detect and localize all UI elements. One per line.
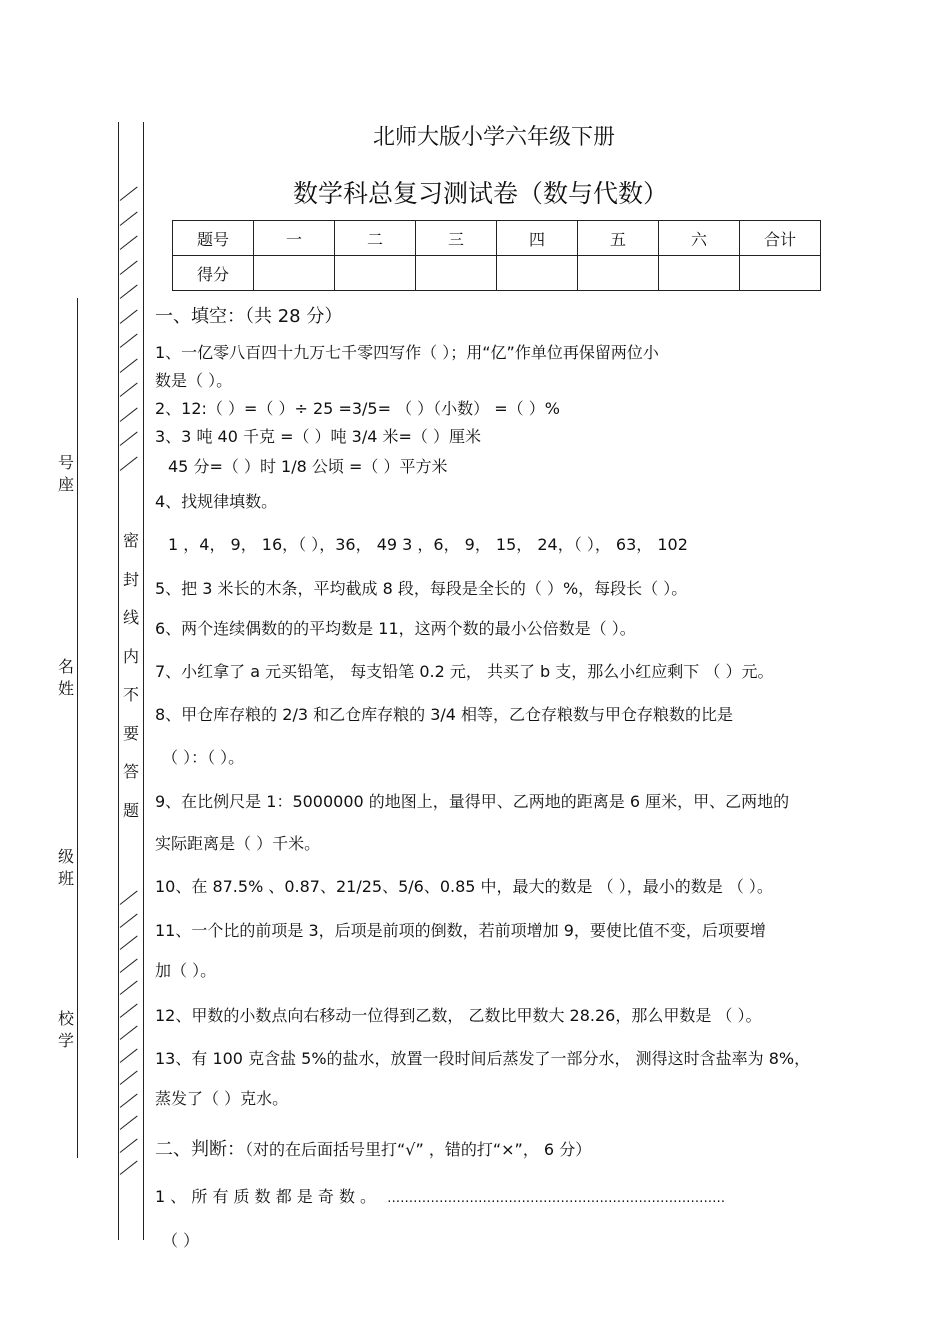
- margin-label-char: 姓: [57, 679, 74, 698]
- binding-slash: [120, 891, 138, 905]
- margin-label-char: 座: [57, 475, 74, 494]
- score-input-cell[interactable]: [659, 256, 740, 291]
- binding-slash: [120, 285, 138, 299]
- margin-label-char: 校: [57, 1009, 74, 1028]
- seal-char: 内: [122, 646, 139, 666]
- section2-heading-row: [155, 1135, 591, 1161]
- question-line: 9、在比例尺是 1：5000000 的地图上，量得甲、乙两地的距离是 6 厘米，甲、乙两地的: [155, 792, 790, 811]
- question-line: （ ）：（ ）。: [162, 748, 245, 767]
- score-table: [172, 220, 821, 291]
- binding-slash: [120, 334, 138, 348]
- name-label: [56, 656, 76, 700]
- score-table-cell: 一: [254, 221, 335, 256]
- score-input-cell[interactable]: [335, 256, 416, 291]
- binding-slash: [120, 1161, 138, 1175]
- question-line: 10、在 87.5% 、0.87、21/25、5/6、0.85 中，最大的数是 （ ），最小的数是 （ ）。: [155, 877, 773, 896]
- seal-char: 不: [122, 685, 139, 704]
- score-input-cell[interactable]: [578, 256, 659, 291]
- question-line: 12、甲数的小数点向右移动一位得到乙数， 乙数比甲数大 28.26，那么甲数是 （ ）。: [155, 1006, 762, 1025]
- question-line: 11、一个比的前项是 3，后项是前项的倒数，若前项增加 9，要使比值不变，后项要增: [155, 921, 766, 940]
- question-line: 1、一亿零八百四十九万七千零四写作（ ）；用“亿”作单位再保留两位小: [155, 343, 659, 362]
- margin-label-char: 班: [57, 869, 74, 888]
- binding-slash: [120, 187, 138, 201]
- question-line: 7、小红拿了 a 元买铅笔， 每支铅笔 0.2 元， 共买了 b 支，那么小红应剩下 （ ）元。: [155, 662, 774, 681]
- binding-slash: [120, 1138, 138, 1152]
- question-line: 45 分=（ ）时 1/8 公顷 =（ ）平方米: [168, 457, 448, 476]
- binding-slash: [120, 1048, 138, 1062]
- binding-slash: [120, 958, 138, 972]
- binding-slash: [120, 1093, 138, 1107]
- seal-char: 封: [122, 569, 139, 589]
- class-label: [56, 846, 76, 890]
- section2-note: （对的在后面括号里打“√” ，错的打“×”， 6 分）: [245, 1140, 592, 1159]
- binding-slash: [120, 1071, 138, 1085]
- binding-label-line: [77, 298, 78, 1158]
- margin-label-char: 学: [57, 1031, 74, 1050]
- seal-char: 要: [122, 723, 139, 743]
- margin-label-char: 号: [57, 453, 74, 472]
- question-line: 4、找规律填数。: [155, 492, 278, 511]
- question-line: 实际距离是（ ）千米。: [155, 834, 321, 853]
- binding-slash: [120, 456, 138, 470]
- score-input-cell[interactable]: [740, 256, 821, 291]
- question-line: 加（ ）。: [155, 961, 217, 980]
- margin-label-char: 名: [57, 657, 74, 676]
- exam-title-line2: 数学科总复习测试卷（数与代数）: [293, 179, 669, 208]
- binding-slash: [120, 236, 138, 250]
- seal-char: 题: [122, 800, 139, 820]
- score-table-cell: 合计: [740, 221, 821, 256]
- score-table-cell: 题号: [173, 221, 254, 256]
- section1-heading: 一、填空：（共 28 分）: [155, 306, 343, 327]
- binding-slash: [120, 260, 138, 274]
- binding-slash: [120, 936, 138, 950]
- judge-answer-paren[interactable]: （ ）: [162, 1231, 200, 1250]
- seal-char: 线: [122, 608, 139, 627]
- binding-line-left: [118, 122, 119, 1240]
- margin-label-text: [56, 656, 76, 700]
- exam-title-line1: 北师大版小学六年级下册: [373, 125, 616, 150]
- binding-slash: [120, 383, 138, 397]
- binding-slash: [120, 913, 138, 927]
- margin-label-text: [56, 846, 76, 890]
- score-input-cell[interactable]: [497, 256, 578, 291]
- seal-line-notice: [121, 522, 141, 830]
- question-line: 数是（ ）。: [155, 371, 233, 390]
- question-line: 8、甲仓库存粮的 2/3 和乙仓库存粮的 3/4 相等，乙仓存粮数与甲仓存粮数的比是: [155, 705, 734, 724]
- judge-question-text: 1 、 所 有 质 数 都 是 奇 数 。: [155, 1187, 377, 1206]
- binding-slash: [120, 981, 138, 995]
- seal-char: 答: [122, 762, 139, 781]
- score-table-score-row: [173, 256, 821, 291]
- binding-slash: [120, 358, 138, 372]
- question-line: 3、3 吨 40 千克 =（ ）吨 3/4 米=（ ）厘米: [155, 427, 481, 446]
- school-label: [56, 1008, 76, 1052]
- binding-slash: [120, 309, 138, 323]
- question-line: 2、12:（ ）=（ ）÷ 25 =3/5= （ ）（小数） =（ ）%: [155, 399, 560, 418]
- score-table-cell: 三: [416, 221, 497, 256]
- binding-slash: [120, 1026, 138, 1040]
- seat-number-label: [56, 452, 76, 496]
- score-table-header-row: [173, 221, 821, 256]
- question-line: 1 ，4， 9， 16，（ ），36， 49 3 ，6， 9， 15， 24，（ ）， 63， 102: [168, 535, 688, 554]
- score-table-cell: 四: [497, 221, 578, 256]
- score-table-cell: 二: [335, 221, 416, 256]
- margin-label-text: [56, 1008, 76, 1052]
- judge-question-1: [155, 1184, 725, 1207]
- margin-label-text: [56, 452, 76, 496]
- binding-slash: [120, 211, 138, 225]
- score-table-cell: 六: [659, 221, 740, 256]
- binding-slash: [120, 432, 138, 446]
- question-line: 蒸发了（ ）克水。: [155, 1089, 289, 1108]
- binding-line-right: [143, 122, 144, 1240]
- question-line: 5、把 3 米长的木条，平均截成 8 段，每段是全长的（ ）%，每段长（ ）。: [155, 579, 688, 598]
- score-input-cell[interactable]: [254, 256, 335, 291]
- score-table-cell: 五: [578, 221, 659, 256]
- seal-char: 密: [122, 531, 139, 550]
- margin-label-char: 级: [57, 847, 74, 866]
- question-line: 6、两个连续偶数的的平均数是 11，这两个数的最小公倍数是（ ）。: [155, 619, 636, 638]
- dotted-leader: ……………………………………………………………………: [387, 1191, 726, 1206]
- score-label-cell: 得分: [173, 256, 254, 291]
- binding-slash: [120, 1116, 138, 1130]
- score-input-cell[interactable]: [416, 256, 497, 291]
- question-line: 13、有 100 克含盐 5%的盐水，放置一段时间后蒸发了一部分水， 测得这时含盐率为 8%，: [155, 1049, 811, 1068]
- binding-slash: [120, 1003, 138, 1017]
- binding-slash: [120, 407, 138, 421]
- section2-heading: 二、判断：: [155, 1139, 245, 1160]
